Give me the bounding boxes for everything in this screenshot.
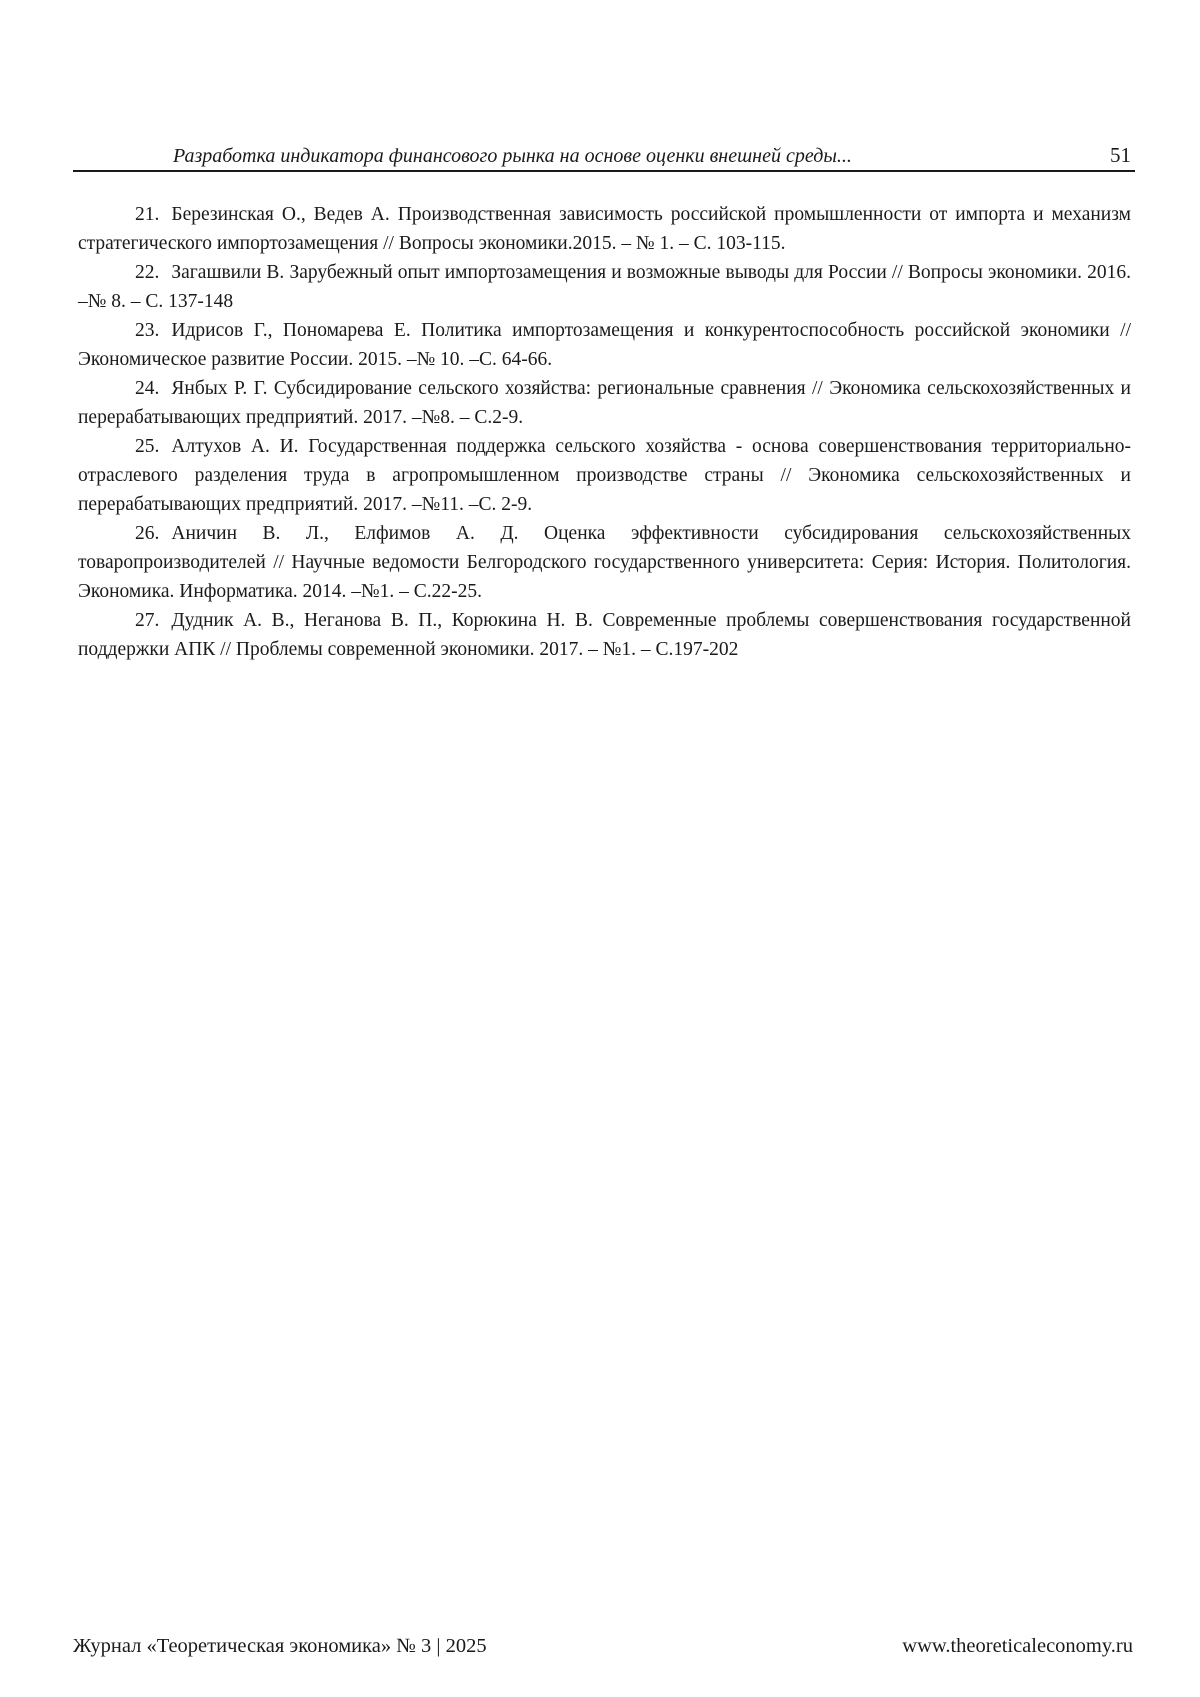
- page-footer: [73, 1632, 1135, 1662]
- reference-item: [78, 606, 1131, 664]
- reference-item: [78, 316, 1131, 374]
- journal-title: Журнал «Теоретическая экономика» № 3 | 2025: [73, 1635, 487, 1657]
- reference-text: Дудник А. В., Неганова В. П., Корюкина Н. В. Современные проблемы совершенствования государственной поддержки АПК // Проблемы современной экономики. 2017. – №1. – С.197-202: [78, 610, 1131, 660]
- reference-text: Идрисов Г., Пономарева Е. Политика импортозамещения и конкурентоспособность российской экономики // Экономическое развитие России. 2015. –№ 10. –С. 64-66.: [78, 320, 1131, 370]
- reference-number: 21.: [135, 204, 160, 225]
- reference-number: 24.: [135, 378, 160, 399]
- reference-number: 23.: [135, 320, 160, 341]
- website-link[interactable]: www.theoreticaleconomy.ru: [902, 1635, 1133, 1657]
- reference-item: [78, 258, 1131, 316]
- reference-number: 22.: [135, 262, 160, 283]
- running-title: Разработка индикатора финансового рынка на основе оценки внешней среды...: [173, 145, 852, 167]
- reference-item: [78, 374, 1131, 432]
- reference-number: 27.: [135, 610, 160, 631]
- reference-text: Алтухов А. И. Государственная поддержка сельского хозяйства - основа совершенствования территориально-отраслевого разделения труда в агропромышленном производстве страны // Экономика сельскохозяйственных и перерабатывающих предприятий. 2017. –№11. –С. 2-9.: [78, 436, 1131, 515]
- reference-list: [78, 200, 1131, 664]
- reference-text: Березинская О., Ведев А. Производственная зависимость российской промышленности от импорта и механизм стратегического импортозамещения // Вопросы экономики.2015. – № 1. – С. 103-115.: [78, 204, 1131, 254]
- reference-text: Аничин В. Л., Елфимов А. Д. Оценка эффективности субсидирования сельскохозяйственных товаропроизводителей // Научные ведомости Белгородского государственного университета: Серия: История. Политология. Экономика. Информатика. 2014. –№1. – С.22-25.: [78, 523, 1131, 602]
- reference-item: [78, 200, 1131, 258]
- reference-text: Загашвили В. Зарубежный опыт импортозамещения и возможные выводы для России // Вопросы экономики. 2016. –№ 8. – С. 137-148: [78, 262, 1131, 312]
- reference-number: 25.: [135, 436, 160, 457]
- reference-item: [78, 519, 1131, 606]
- page-number: 51: [1110, 143, 1131, 167]
- reference-item: [78, 432, 1131, 519]
- reference-text: Янбых Р. Г. Субсидирование сельского хозяйства: региональные сравнения // Экономика сельскохозяйственных и перерабатывающих предприятий. 2017. –№8. – С.2-9.: [78, 378, 1131, 428]
- reference-number: 26.: [135, 523, 160, 544]
- running-header: [73, 140, 1135, 172]
